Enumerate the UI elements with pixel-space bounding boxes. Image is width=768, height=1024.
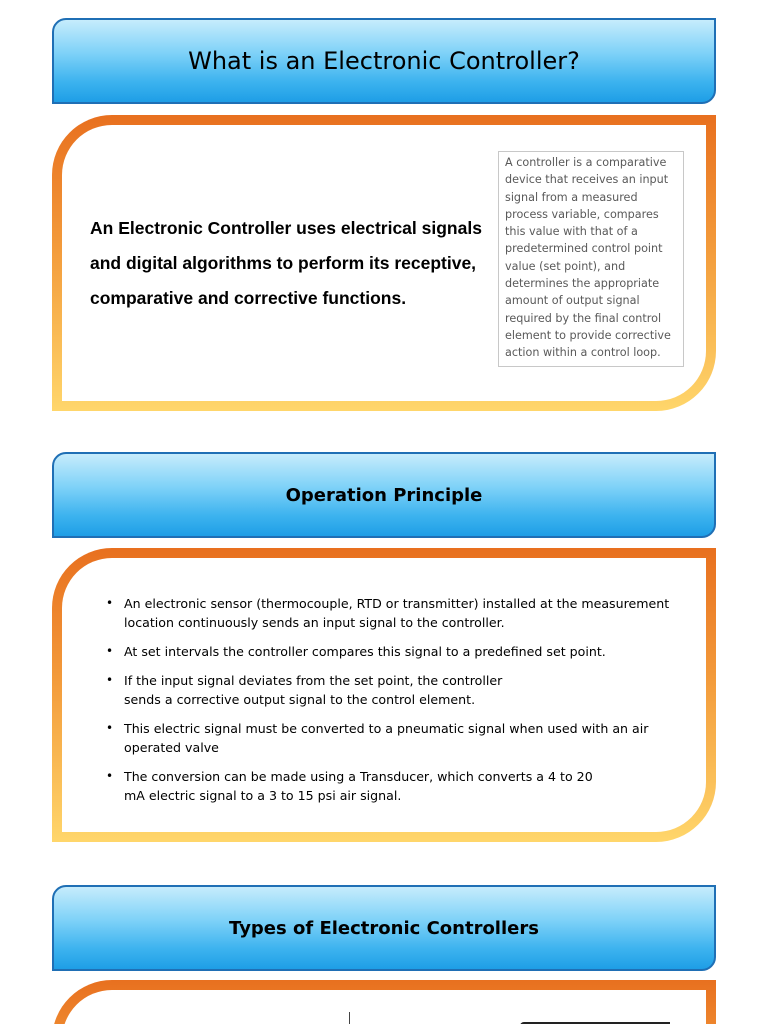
bullet-icon: • [106, 596, 114, 610]
bullet-text: If the input signal deviates from the set point, the controller sends a corrective output signal to the control element. [124, 673, 503, 707]
bullet-text: This electric signal must be converted to a pneumatic signal when used with an air operated valve [124, 721, 649, 755]
bullet-text: The conversion can be made using a Transducer, which converts a 4 to 20 mA electric signal to a 3 to 15 psi air signal. [124, 769, 593, 803]
operation-panel [52, 548, 716, 842]
list-item [102, 671, 672, 709]
bullet-icon: • [106, 769, 114, 783]
bullet-icon: • [106, 644, 114, 658]
bullet-icon: • [106, 673, 114, 687]
bullet-text: An electronic sensor (thermocouple, RTD or transmitter) installed at the measurement location continuously sends an input signal to the controller. [124, 596, 670, 630]
definition-panel [52, 115, 716, 411]
definition-callout: A controller is a comparative device that receives an input signal from a measured process variable, compares this value with that of a predetermined control point value (set point), and determines the appropriate amount of output signal required by the final control element to provide corrective action within a control loop. [498, 151, 684, 367]
section-header-what-is [52, 18, 716, 104]
list-item [102, 767, 672, 805]
bullet-icon: • [106, 721, 114, 735]
section-title-operation: Operation Principle [285, 484, 483, 506]
list-item [102, 719, 672, 757]
types-panel [52, 980, 716, 1024]
bullet-text: At set intervals the controller compares this signal to a predefined set point. [124, 644, 606, 659]
section-header-operation [52, 452, 716, 538]
list-item [102, 642, 672, 661]
divider-line [349, 1012, 350, 1024]
main-statement: An Electronic Controller uses electrical signals and digital algorithms to perform its receptive, comparative and corrective functions. [90, 218, 482, 308]
section-title-what-is: What is an Electronic Controller? [188, 47, 580, 75]
section-header-types [52, 885, 716, 971]
definition-panel-body [62, 125, 706, 401]
operation-bullet-list [102, 594, 672, 815]
types-panel-body [62, 990, 706, 1024]
operation-panel-body [62, 558, 706, 832]
section-title-types: Types of Electronic Controllers [229, 917, 539, 939]
list-item [102, 594, 672, 632]
